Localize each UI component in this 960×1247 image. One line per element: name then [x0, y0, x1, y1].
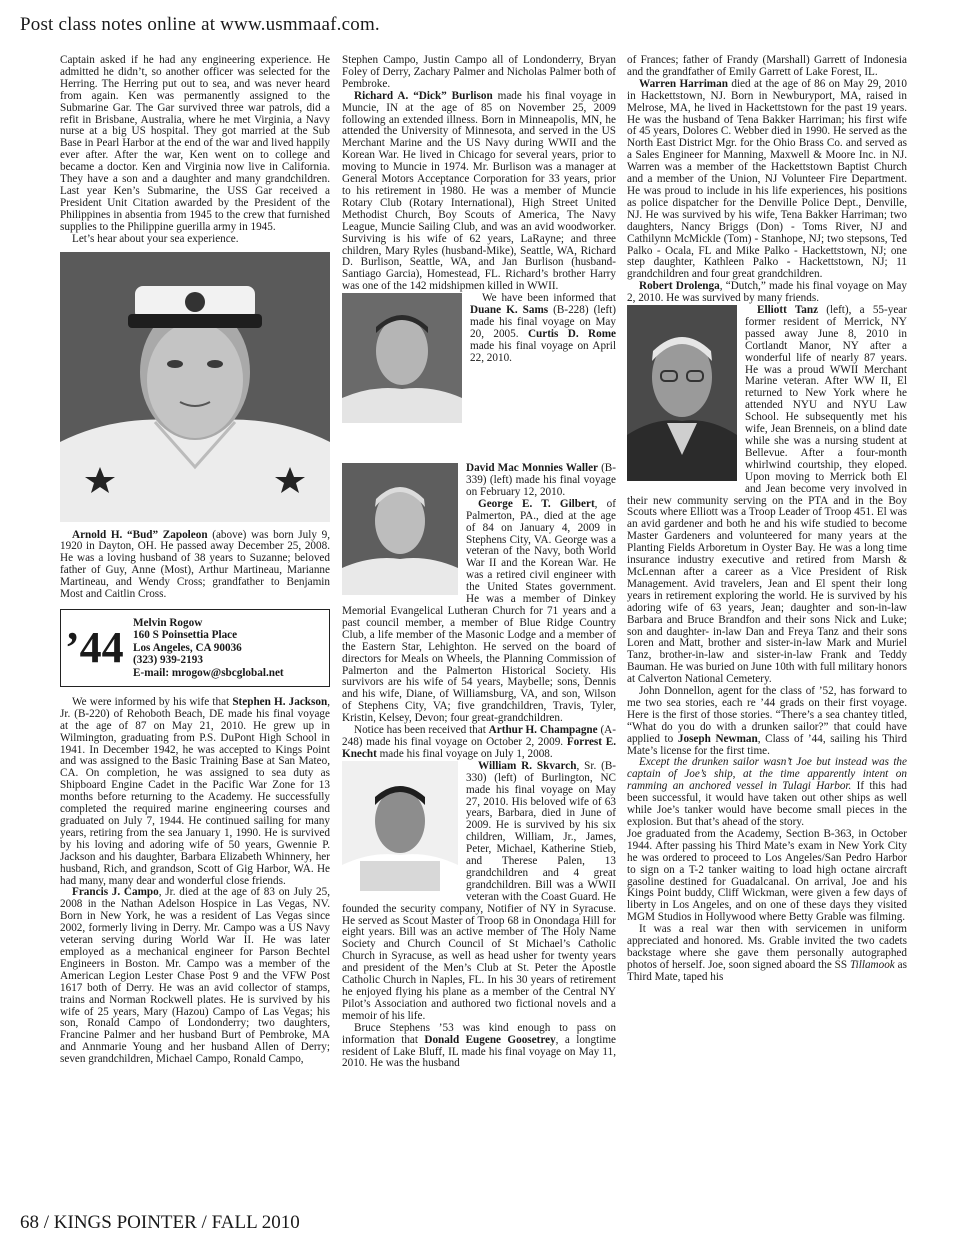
- drunken-sailor-text: If this had been successful, it would have taken out other ships as well while Joe’s tanker would have become small pieces in the explosion. But that’s ahead of the story.: [627, 780, 907, 828]
- champagne-text: (A-248) made his final voyage on October 2, 2009.: [342, 724, 616, 748]
- real-war-text: It was a real war then with servicemen in uniform appreciated and honored. Ms. Grable invited the two cadets backstage where she gave them personally autographed photos of herself. Joe, soon signed aboard the SS: [627, 923, 907, 971]
- donnellon-paragraph: [627, 686, 907, 757]
- page-footer: 68 / KINGS POINTER / FALL 2010: [20, 1212, 300, 1233]
- real-war-text-end: as Third Mate, taped his: [627, 958, 907, 983]
- knecht-name: Forrest E. Knecht: [342, 735, 616, 760]
- donnellon-text: John Donnellon, agent for the class of ’52, has forward to me two sea stories, each re ’44 grads on their first voyage. Here is the first of those stories. “There’s a sea chantey titled, “What do you do with a drunken sailor?” that could have applied to: [627, 685, 907, 745]
- tanz-portrait-photo: [627, 305, 737, 481]
- skvarch-portrait-photo: [342, 761, 458, 891]
- goosetrey-text: , a longtime resident of Lake Bluff, IL made his final voyage on May 11, 2010. He was the husband: [342, 1033, 616, 1070]
- drunken-sailor-paragraph: [627, 757, 907, 828]
- goosetrey-paragraph: [342, 1023, 616, 1071]
- goosetrey-intro: Bruce Stephens ’53 was kind enough to pass on information that: [342, 1021, 616, 1046]
- secretary-contact: [133, 617, 284, 680]
- column-1: [60, 55, 330, 1187]
- skvarch-text: , Sr. (B-330) (left) of Burlington, NC made his final voyage on May 27, 2010. His beloved wife of 63 years, Barbara, died in June of 2009. He is survived by his six children, William, Jr., James, Peter, Michael, Katherine Stieb, and Therese Palen, 13 grandchildren and 4 great grandchildren. Bill was a WWII veteran with the Coast Guard. He founded the security company, Notifier of NY in Syracuse. He served as Scout Master of Troop 68 in Onondaga Hill for eight years. Bill was an active member of The Holy Name Society and Church Council of St Michael’s Catholic Church in Syracuse, as well as head usher for twenty years and president of the Men’s Club at St. Peter the Apostle Catholic Church in Naples, FL. In his 30 years of retirement he enjoyed flying his plane as a member of the Central NY Pilot’s Association and authored two fictional novels and a memoir of his life.: [342, 759, 616, 1022]
- secretary-email: E-mail: mrogow@sbcglobal.net: [133, 666, 284, 679]
- jackson-intro: We were informed by his wife that: [72, 695, 233, 708]
- secretary-street: 160 S Poinsettia Place: [133, 629, 238, 642]
- harriman-paragraph: [627, 79, 907, 281]
- zapoleon-caption: [60, 530, 330, 601]
- rome-text: made his final voyage on April 22, 2010.: [470, 339, 616, 364]
- champagne-name: Arthur H. Champagne: [488, 724, 598, 737]
- sams-text: (B-228) (left) made his final voyage on May 20, 2005.: [470, 304, 616, 340]
- jackson-text: , Jr. (B-220) of Rehoboth Beach, DE made his final voyage at the age of 87 on May 21, 2010. He grew up in Wilmington, graduating from P.S. DuPont High School in 1941. In December 1942, he was accepted to Kings Point and was assigned to the Basic Training Base at San Mateo, CA. On completion, he was assigned to sea duty as Shipboard Engine Cadet in the Pacific War Zone for 13 months before returning to the Academy. He successfully completed the required marine engineering courses and graduated on July 7, 1944. He continued sailing for many years, retiring from the sea January 1, 1990. He is survived by his loving and adoring wife of 50 years, Gwennie P. Jackson and his daughter, Barbara Elizabeth Whinnery, her husband, Rich, and grandson, Scott of Gig Harbor, WA. He had many, many dear and wonderful close friends.: [60, 695, 330, 887]
- jackson-name: Stephen H. Jackson: [232, 695, 328, 708]
- newman-name: Joseph Newman: [677, 732, 758, 745]
- tanz-text: (left), a 55-year former resident of Merrick, NY passed away June 8, 2010 in Cortlandt Manor, NY after a wonderful life of nearly 87 years. He was a proud WWII Merchant Marine veteran. After WW II, El returned to New York where he attended NYU and NYU Law School. He subsequently met his wife, Jean Brenneis, on a blind date while she was a nursing student at Bellevue. After a four-month whirlwind courtship, they eloped. Upon moving to Merrick both El and Jean become very involved in their new community serving on the PTA and in the Boy Scouts where Elliott was a Troop Leader of Troop 451. El was an avid gardener and both he and his wife studied to become Master Gardeners and volunteered for many years at the Planting Fields Arboretum in Oyster Bay. He was a long time insurance industry executive and retired from Marsh & McLennan after a career as a Vice President of Risk Management. Avid travelers, Jean and El spent their long years in retirement exploring the world. He is survived by his adoring wife of 63 years, Jean; daughter and son-in-law Barbara and Bruce Brandfon and their sons Nick and Luke; son and daughter- in-law Dan and Freya Tanz and their sons Loren and Matt, brother and sister-in-law Mark and Muriel Tanz, brother-in-law and sister-in-law Frank and Teddy Bauman. He was buried on June 10th with full military honors at Calverton National Cemetery.: [627, 304, 907, 686]
- sea-experience-paragraph: Let’s hear about your sea experience.: [72, 232, 239, 245]
- burlison-name: Richard A. “Dick” Burlison: [354, 89, 493, 102]
- champagne-paragraph: [342, 725, 616, 761]
- harriman-text: died at the age of 86 on May 29, 2010 in Hackettstown, NJ. Born in Newburyport, MA, raised in Melrose, MA, he lived in Hackettstown for the past 19 years. He was the husband of Tena Bakker Harriman; his first wife of 45 years, Dolores C. Webber died in 1990. He served as the North East District Mgr. for the Ohio Brass Co. and served as a Sales Engineer for Manning, Maxwell & Moore Inc. in NJ. Warren was a member of the Hackettstown Baptist Church and a member of the Union, NJ Volunteer Fire Department. He was proud to include in his life experiences, his positions as police dispatcher for the Denville Police Dept., Denville, NJ. He was survived by his wife, Tena Bakker Harriman; two daughters, Nancy Briggs (Don) - Toms River, NJ and Cathilynn McMickle (Tom) - Stanhope, NJ; two stepsons, Ted Palko - Ocala, FL and Mike Palko - Hackettstown, NJ; one step daughter, Kathleen Palko - Hackettstown, NJ; 11 grandchildren and four great grandchildren.: [627, 77, 907, 281]
- joe-graduated-paragraph: Joe graduated from the Academy, Section B-363, in October 1944. After passing his Third Mate’s exam in New York City he was ordered to proceed to Los Angeles/San Pedro Harbor to sign on a T-2 tanker waiting to load high octane aircraft gasoline destined for Guadalcanal. On arrival, Joe and his Kings Point buddy, Cliff Wickman, were given a few days of liberty in Los Angeles, and on one of these days they visited MGM Studios in Hollywood where Betty Grable was filming.: [627, 827, 907, 924]
- gilbert-text: , of Palmerton, PA., died at the age of 84 on January 4, 2009 in Stephens City, VA. George was a veteran of the Navy, both World War II and the Korean War. He was a retired civil engineer with the United States government. He was a member of Dinkey Memorial Evangelical Lutheran Church for 71 years and a past council member, a member of Blue Ridge Country Club, a life member of the Masonic Lodge and a member of the Eastern Star, Lehighton. He served on the board of directors for Meals on Wheels, the Planning Commission of Palmerton and the Palmerton Historical Society. His survivors are his wife of 54 years, Maybelle; sons, Dennis and his wife, Diane, of Williamsburg, VA, and son, Wilson of Stephens City, VA; five grandchildren, Travis, Tyler, Kristin, Kelsey, Devon; four great-grandchildren.: [342, 497, 616, 725]
- campo-name: Francis J. Campo: [72, 886, 159, 899]
- campo-paragraph: [60, 887, 330, 1066]
- column-3: [627, 55, 907, 1187]
- newman-text: , Class of ’44, sailing his Third Mate’s license for the first time.: [627, 732, 907, 757]
- drolenga-text: , “Dutch,” made his final voyage on May 2, 2010. He was survived by many friends.: [627, 280, 907, 305]
- gilbert-name: George E. T. Gilbert: [478, 497, 595, 510]
- drolenga-name: Robert Drolenga: [639, 280, 720, 293]
- drolenga-paragraph: [627, 281, 907, 305]
- sams-intro: We have been informed that: [482, 292, 616, 305]
- ken-story-paragraph: Captain asked if he had any engineering experience. He admitted he didn’t, so another officer was selected for the Herring. The Herring put out to sea, and was never heard from again. Ken was permanently assigned to the Submarine Gar. The Gar survived three war patrols, did a refit in Brisbane, Australia, where he met Virginia, a Navy nurse at a big US hospital. They got married at the Sub Base in Pearl Harbor at the end of the war and lived happily ever after. After the war, Ken went on to college and became a doctor. Ken and Virginia now live in California. They have a son and a daughter and many grandchildren. Last year Ken’s Submarine, the USS Gar received a President Unit Citation awarded by the President of the Philippines in absentia from 1945 to the crew that furnished supplies to the Philippine guerilla army in 1945.: [60, 55, 330, 233]
- tanz-name: Elliott Tanz: [757, 304, 819, 317]
- class-secretary-box: [60, 609, 330, 687]
- campo-continued-paragraph: Stephen Campo, Justin Campo all of Londonderry, Bryan Foley of Derry, Zachary Palmer and Nicholas Palmer both of Pembroke.: [342, 55, 616, 90]
- skvarch-portrait-icon: [342, 761, 458, 891]
- champagne-intro: Notice has been received that: [354, 724, 489, 737]
- tanz-portrait-icon: [627, 305, 737, 481]
- secretary-phone: (323) 939-2193: [133, 654, 203, 667]
- sams-name: Duane K. Sams: [470, 304, 549, 317]
- goosetrey-name: Donald Eugene Goosetrey: [424, 1033, 556, 1046]
- rome-name: Curtis D. Rome: [527, 327, 616, 340]
- column-2: [342, 55, 616, 1187]
- burlison-text: made his final voyage in Muncie, IN at the age of 85 on November 25, 2009 following an extended illness. Born in Minneapolis, MN, he attended the University of Minnesota, and served in the US Merchant Marine and the US Navy during WWII and the Korean War. He lived in Chicago for several years, prior to moving to Muncie in 1974. Mr. Burlison was a manager at General Motors Acceptance Corporation for 33 years, prior to his retirement in 1980. He was a member of Muncie Rotary Club (Rotary International), High Street United Methodist Church, Boy Scouts of America, The Navy League, Muncie Sailing Club, and was an avid woodworker. Surviving is his wife of 62 years, LaRayne; and three children, Mary Ryles (husband-Mike), Seattle, WA, Richard D. Burlison, Seattle, WA, and Jan Burlison (husband-Santiago Garcia), Homestead, FL. Richard’s brother Harry was one of the 142 midshipmen killed in WWII.: [342, 89, 616, 293]
- secretary-city: Los Angeles, CA 90036: [133, 641, 242, 654]
- harriman-name: Warren Harriman: [639, 77, 728, 90]
- site-note-header: Post class notes online at www.usmmaaf.com.: [20, 14, 380, 35]
- waller-portrait-icon: [342, 463, 458, 595]
- navy-officer-portrait-icon: [60, 252, 330, 522]
- class-year: ’44: [65, 622, 124, 672]
- zapoleon-portrait-photo: [60, 252, 330, 522]
- secretary-name: Melvin Rogow: [133, 616, 203, 629]
- waller-name: David Mac Monnies Waller: [466, 462, 599, 475]
- skvarch-name: William R. Skvarch: [478, 759, 577, 772]
- zapoleon-caption-text: (above) was born July 9, 1920 in Dayton, OH. He passed away December 25, 2008. He was a loving husband of 38 years to Suzanne; beloved father of Guy, Anne (Most), Arthur Martineau, Marianne Martineau, and Wendy Cross; grandfather to Benjamin Most and Caitlin Cross.: [60, 528, 330, 601]
- jackson-paragraph: [60, 697, 330, 888]
- waller-portrait-photo: [342, 463, 458, 595]
- drunken-sailor-italic: Except the drunken sailor wasn’t Joe but instead was the captain of Joe’s ship, at the time apparently intent on ramming an anchored vessel in Tulagi Harbor.: [627, 756, 907, 793]
- real-war-paragraph: [627, 924, 907, 984]
- campo-text: , Jr. died at the age of 83 on July 25, 2008 in the Nathan Adelson Hospice in Las Vegas, NV. Born in New York, he was a resident of Las Vegas since 2002, formerly living in Derry. Mr. Campo was a US Navy veteran serving during World War II. He was later employed as a mechanical engineer for Parson Bechtel Engineers in Boston. Mr. Campo was a member of the American Legion Lester Chase Post 9 and the VFW Post 1617 both of Derry. He was an avid collector of stamps, trains and Norman Rockwell plates. He is survived by his wife of 25 years, Mary (Hazou) Campo of Las Vegas; his son, Ronald Campo of Londonderry; two daughters, Francine Palmer and her husband Burt of Pembroke, MA and Annmarie Young and her husband Allen of Derry; seven grandchildren, Michael Campo, Ronald Campo,: [60, 886, 330, 1066]
- sams-portrait-icon: [342, 293, 462, 423]
- burlison-paragraph: [342, 91, 616, 293]
- sams-portrait-photo: [342, 293, 462, 423]
- goosetrey-continued-paragraph: of Frances; father of Frandy (Marshall) Garrett of Indonesia and the grandfather of Emily Garrett of Lake Forest, IL.: [627, 55, 907, 78]
- ship-name: Tillamook: [850, 958, 895, 971]
- knecht-text: made his final voyage on July 1, 2008.: [376, 747, 553, 760]
- waller-text: (B-339) (left) made his final voyage on February 12, 2010.: [466, 462, 616, 498]
- zapoleon-name: Arnold H. “Bud” Zapoleon: [72, 528, 208, 541]
